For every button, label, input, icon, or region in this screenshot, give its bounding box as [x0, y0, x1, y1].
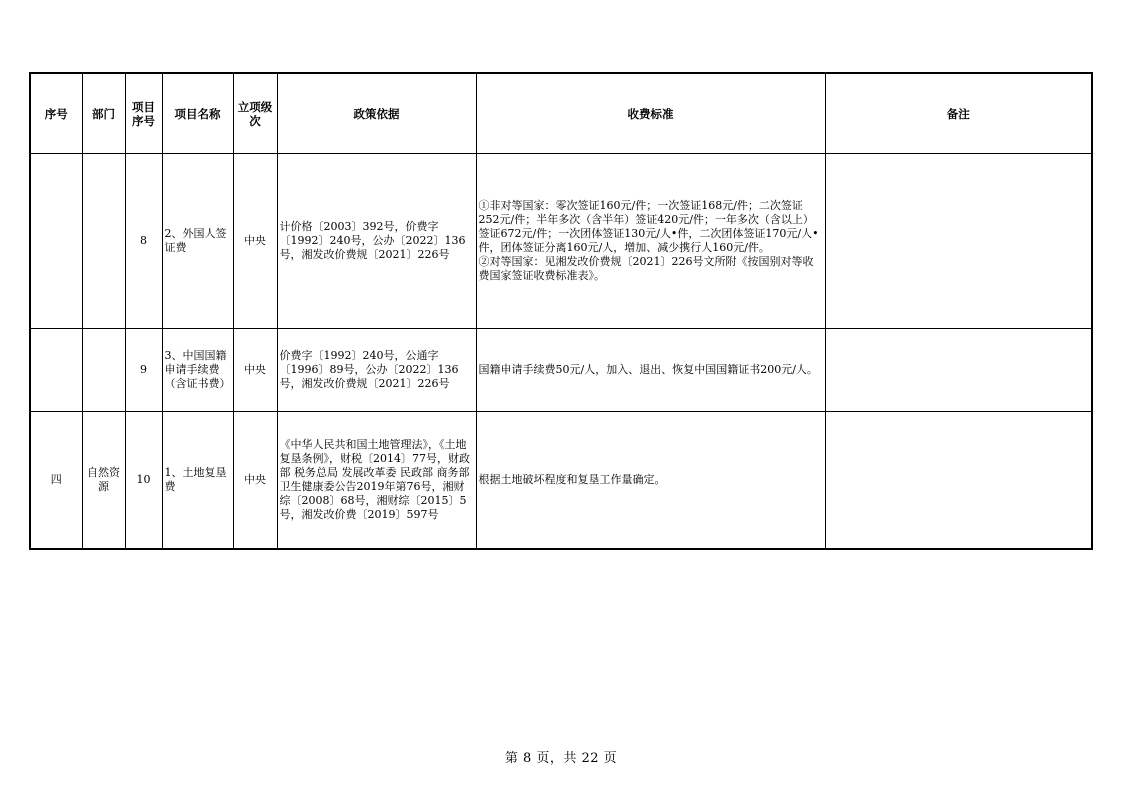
cell-item-name: 3、中国国籍申请手续费（含证书费）	[162, 329, 233, 412]
cell-level: 中央	[233, 412, 277, 550]
header-seq: 序号	[30, 73, 82, 154]
cell-item-name: 1、土地复垦费	[162, 412, 233, 550]
header-row	[30, 73, 1092, 154]
cell-standard: 国籍申请手续费50元/人，加入、退出、恢复中国国籍证书200元/人。	[476, 329, 825, 412]
cell-standard: ①非对等国家：零次签证160元/件；一次签证168元/件；二次签证252元/件；半年多次（含半年）签证420元/件；一年多次（含以上）签证672元/件；一次团体签证130元/人•件，二次团体签证170元/人•件，团体签证分离160元/人，增加、减少携行人160元/件。 ②对等国家：见湘发改价费规〔2021〕226号文所附《按国别对等收费国家签证收费标准表》。	[476, 154, 825, 329]
cell-item-name: 2、外国人签证费	[162, 154, 233, 329]
cell-item-seq: 9	[125, 329, 162, 412]
cell-seq: 四	[30, 412, 82, 550]
cell-note	[825, 154, 1092, 329]
header-dept: 部门	[82, 73, 125, 154]
cell-level: 中央	[233, 154, 277, 329]
cell-dept: 自然资源	[82, 412, 125, 550]
header-standard: 收费标准	[476, 73, 825, 154]
table-row	[30, 412, 1092, 550]
cell-note	[825, 329, 1092, 412]
cell-dept	[82, 154, 125, 329]
header-basis: 政策依据	[277, 73, 476, 154]
cell-seq	[30, 329, 82, 412]
cell-dept	[82, 329, 125, 412]
cell-basis: 计价格〔2003〕392号，价费字〔1992〕240号，公办〔2022〕136号，湘发改价费规〔2021〕226号	[277, 154, 476, 329]
header-item-name: 项目名称	[162, 73, 233, 154]
cell-seq	[30, 154, 82, 329]
table-row	[30, 329, 1092, 412]
cell-basis: 价费字〔1992〕240号，公通字〔1996〕89号，公办〔2022〕136号，湘发改价费规〔2021〕226号	[277, 329, 476, 412]
header-item-seq: 项目序号	[125, 73, 162, 154]
header-note: 备注	[825, 73, 1092, 154]
table-row	[30, 154, 1092, 329]
page-number: 第 8 页，共 22 页	[504, 751, 618, 766]
cell-level: 中央	[233, 329, 277, 412]
cell-note	[825, 412, 1092, 550]
cell-item-seq: 8	[125, 154, 162, 329]
cell-basis: 《中华人民共和国土地管理法》，《土地复垦条例》，财税〔2014〕77号，财政部 税务总局 发展改革委 民政部 商务部 卫生健康委公告2019年第76号，湘财综〔2008〕68号，湘财综〔2015〕5号，湘发改价费〔2019〕597号	[277, 412, 476, 550]
fee-table	[29, 72, 1093, 550]
header-level: 立项级次	[233, 73, 277, 154]
cell-standard: 根据土地破坏程度和复垦工作量确定。	[476, 412, 825, 550]
cell-item-seq: 10	[125, 412, 162, 550]
